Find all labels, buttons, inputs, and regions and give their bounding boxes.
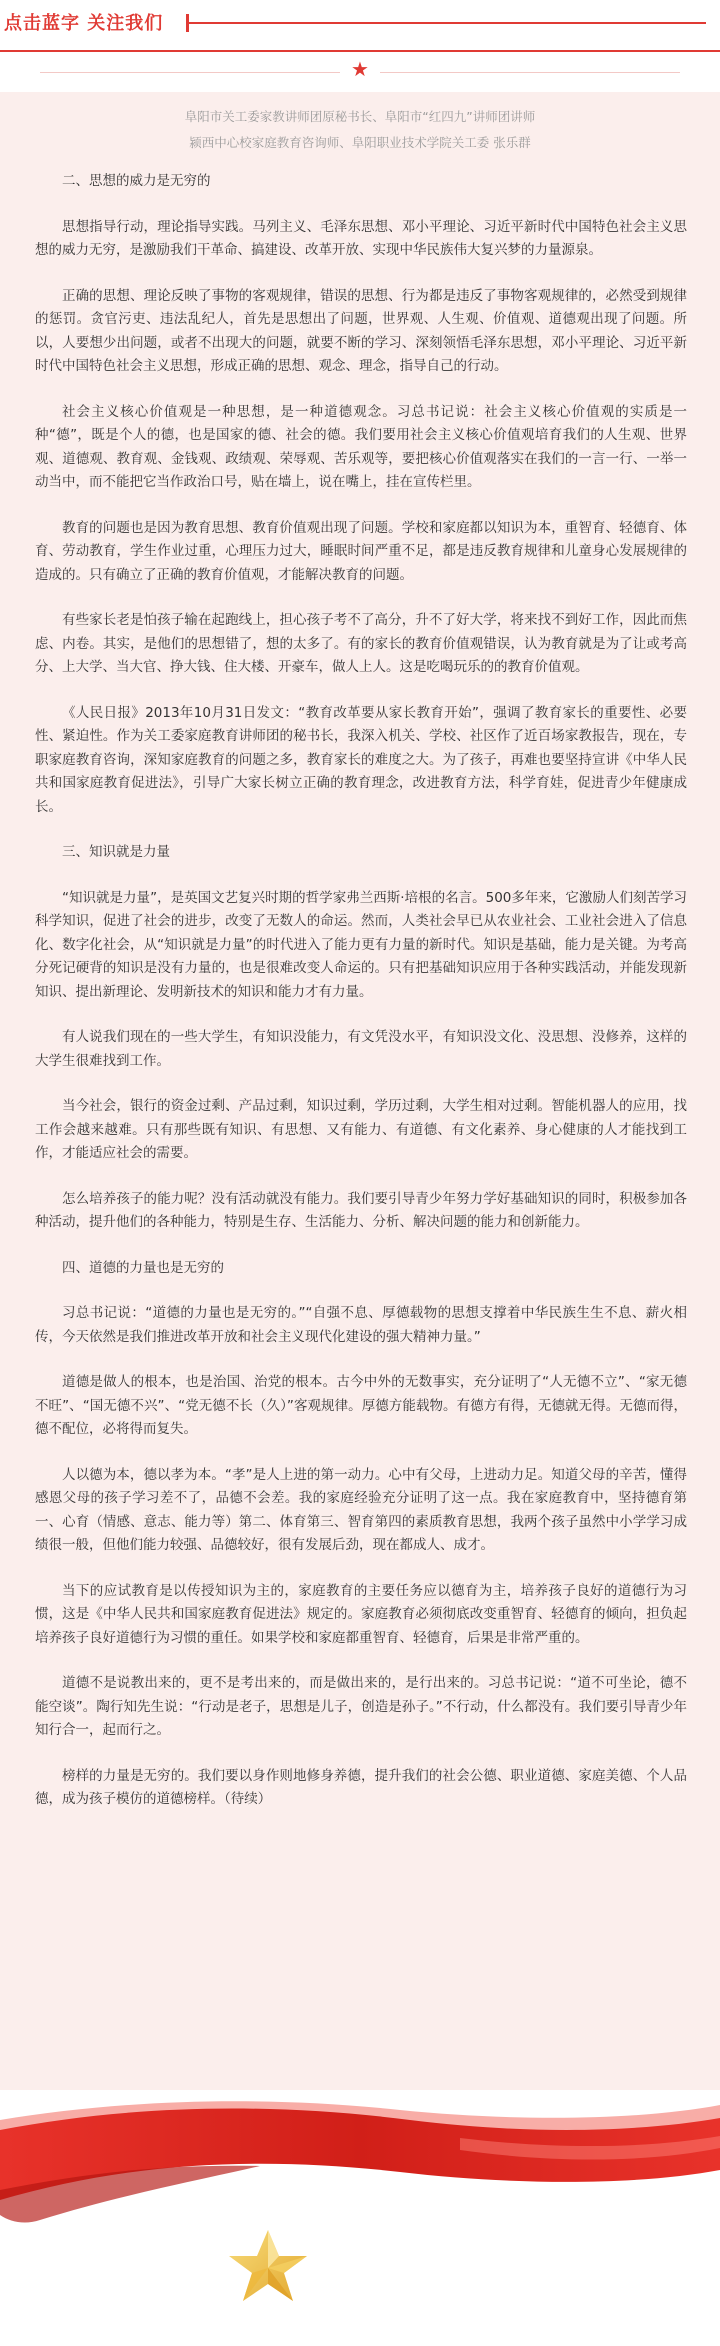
star-divider <box>0 54 720 90</box>
paragraph: 怎么培养孩子的能力呢？没有活动就没有能力。我们要引导青少年努力学好基础知识的同时，积极参加各种活动，提升他们的各种能力，特别是生存、生活能力、分析、解决问题的能力和创新能力。 <box>35 1190 687 1230</box>
paragraph: 教育的问题也是因为教育思想、教育价值观出现了问题。学校和家庭都以知识为本，重智育、轻德育、体育、劳动教育，学生作业过重，心理压力过大，睡眠时间严重不足，都是违反教育规律和儿童身心发展规律的造成的。只有确立了正确的教育价值观，才能解决教育的问题。 <box>35 519 687 583</box>
header-bar <box>0 0 720 52</box>
author-line-1: 阜阳市关工委家教讲师团原秘书长、阜阳市“红四九”讲师团讲师 <box>184 109 536 124</box>
paragraph: 社会主义核心价值观是一种思想，是一种道德观念。习总书记说：社会主义核心价值观的实质是一种“德”，既是个人的德，也是国家的德、社会的德。我们要用社会主义核心价值观培育我们的人生观、世界观、道德观、教育观、金钱观、政绩观、荣辱观、苦乐观等，要把核心价值观落实在我们的一言一行、一举一动当中，而不能把它当作政治口号，贴在墙上，说在嘴上，挂在宣传栏里。 <box>35 403 687 490</box>
paragraph: 正确的思想、理论反映了事物的客观规律，错误的思想、行为都是违反了事物客观规律的，必然受到规律的惩罚。贪官污吏、违法乱纪人，首先是思想出了问题，世界观、人生观、价值观、道德观出现了问题。所以，人要想少出问题，或者不出现大的问题，就要不断的学习、深刻领悟毛泽东思想，邓小平理论、习近平新时代中国特色社会主义思想，形成正确的思想、观念、理念，指导自己的行动。 <box>35 287 687 374</box>
paragraph: 榜样的力量是无穷的。我们要以身作则地修身养德，提升我们的社会公德、职业道德、家庭美德、个人品德，成为孩子模仿的道德榜样。（待续） <box>35 1767 687 1807</box>
paragraph: 有些家长老是怕孩子输在起跑线上，担心孩子考不了高分，升不了好大学，将来找不到好工作，因此而焦虑、内卷。其实，是他们的思想错了，想的太多了。有的家长的教育价值观错误，认为教育就是为了让或考高分、上大学、当大官、挣大钱、住大楼、开豪车，做人上人。这是吃喝玩乐的的教育价值观。 <box>35 612 687 675</box>
section-heading-4: 四、道德的力量也是无穷的 <box>62 1259 224 1276</box>
paragraph: “知识就是力量”，是英国文艺复兴时期的哲学家弗兰西斯·培根的名言。500多年来，它激励人们刻苦学习科学知识，促进了社会的进步，改变了无数人的命运。然而，人类社会早已从农业社会、工业社会进入了信息化、数字化社会，从“知识就是力量”的时代进入了能力更有力量的新时代。知识是基础，能力是关键。为考高分死记硬背的知识是没有力量的，也是很难改变人命运的。只有把基础知识应用于各种实践活动，并能发现新知识、提出新理论、发明新技术的知识和能力才有力量。 <box>35 889 687 1000</box>
footer-decoration <box>0 2090 720 2346</box>
red-flag-ribbon <box>0 2090 720 2346</box>
section-heading-3: 三、知识就是力量 <box>62 844 170 860</box>
paragraph: 习总书记说：“道德的力量也是无穷的。”“自强不息、厚德载物的思想支撑着中华民族生生不息、薪火相传，今天依然是我们推进改革开放和社会主义现代化建设的强大精神力量。” <box>35 1305 687 1345</box>
divider-line-right <box>380 72 680 73</box>
article-body <box>35 170 687 1812</box>
paragraph: 道德是做人的根本，也是治国、治党的根本。古今中外的无数事实，充分证明了“人无德不立”、“家无德不旺”、“国无德不兴”、“党无德不长（久）”客观规律。厚德方能载物。有德方有得，无德就无得。无德而得，德不配位，必将得而复失。 <box>35 1374 687 1437</box>
author-info <box>0 104 720 156</box>
paragraph: 有人说我们现在的一些大学生，有知识没能力，有文凭没水平，有知识没文化、没思想、没修养，这样的大学生很难找到工作。 <box>35 1029 687 1069</box>
paragraph: 思想指导行动，理论指导实践。马列主义、毛泽东思想、邓小平理论、习近平新时代中国特色社会主义思想的威力无穷，是激励我们干革命、搞建设、改革开放、实现中华民族伟大复兴梦的力量源泉。 <box>35 218 687 258</box>
small-star-icon: ★ <box>351 57 369 81</box>
paragraph: 当下的应试教育是以传授知识为主的，家庭教育的主要任务应以德育为主，培养孩子良好的道德行为习惯，这是《中华人民共和国家庭教育促进法》规定的。家庭教育必须彻底改变重智育、轻德育的倾向，担负起培养孩子良好道德行为习惯的重任。如果学校和家庭都重智育、轻德育，后果是非常严重的。 <box>35 1582 687 1646</box>
divider-line-left <box>40 72 340 73</box>
follow-us-title[interactable]: 点击蓝字 关注我们 <box>4 13 164 34</box>
paragraph: 当今社会，银行的资金过剩、产品过剩，知识过剩，学历过剩，大学生相对过剩。智能机器人的应用，找工作会越来越难。只有那些既有知识、有思想、又有能力、有道德、有文化素养、身心健康的人才能找到工作，才能适应社会的需要。 <box>35 1098 687 1161</box>
paragraph: 道德不是说教出来的，更不是考出来的，而是做出来的，是行出来的。习总书记说：“道不可坐论，德不能空谈”。陶行知先生说：“行动是老子，思想是儿子，创造是孙子。”不行动，什么都没有。我们要引导青少年知行合一，起而行之。 <box>35 1675 687 1738</box>
paragraph: 人以德为本，德以孝为本。“孝”是人上进的第一动力。心中有父母，上进动力足。知道父母的辛苦，懂得感恩父母的孩子学习差不了，品德不会差。我的家庭经验充分证明了这一点。我在家庭教育中，坚持德育第一、心育（情感、意志、能力等）第二、体育第三、智育第四的素质教育思想，我两个孩子虽然中小学学习成绩很一般，但他们能力较强、品德较好，很有发展后劲，现在都成人、成才。 <box>35 1466 687 1553</box>
author-line-2: 颍西中心校家庭教育咨询师、阜阳职业技术学院关工委 张乐群 <box>189 135 531 150</box>
paragraph: 《人民日报》2013年10月31日发文：“教育改革要从家长教育开始”，强调了教育家长的重要性、必要性、紧迫性。作为关工委家庭教育讲师团的秘书长，我深入机关、学校、社区作了近百场家教报告，现在，专职家庭教育咨询，深知家庭教育的问题之多，教育家长的难度之大。为了孩子，再难也要坚持宣讲《中华人民共和国家庭教育促进法》，引导广大家长树立正确的教育理念，改进教育方法，科学育娃，促进青少年健康成长。 <box>35 704 687 815</box>
gold-star-icon <box>229 2230 307 2301</box>
header-divider-line <box>186 22 706 24</box>
section-heading-2: 二、思想的威力是无穷的 <box>62 173 211 189</box>
